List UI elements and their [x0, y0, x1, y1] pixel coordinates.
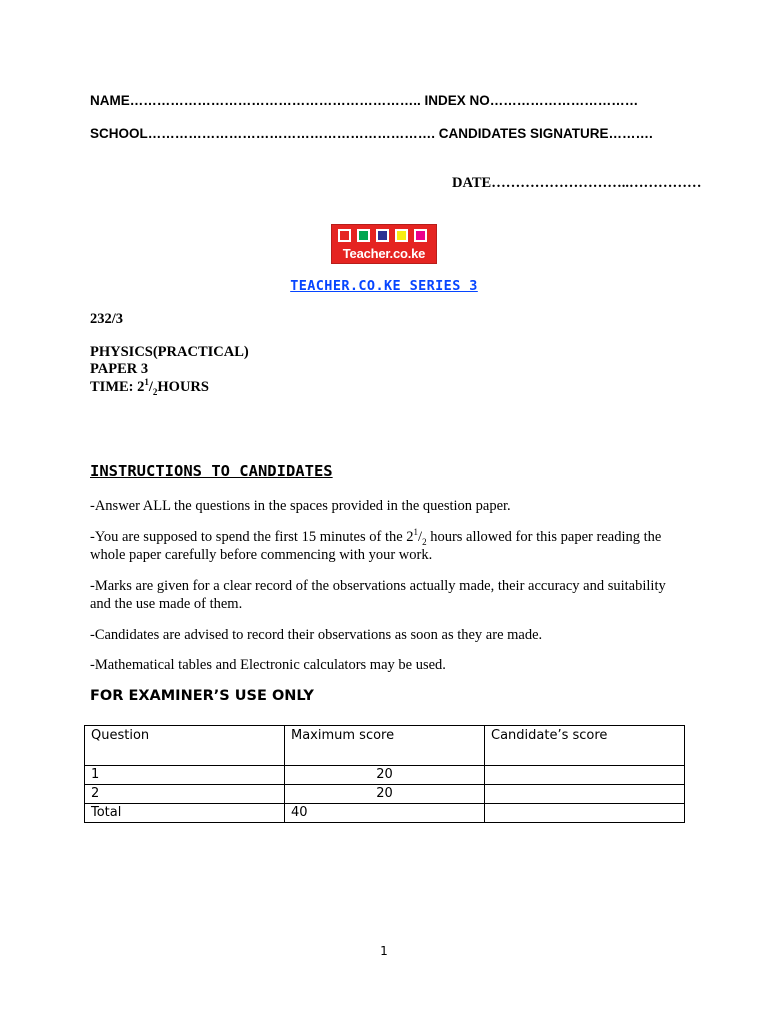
instruction-2-suffix: hours allowed for this paper reading the whole paper carefully before commencing with your work. — [90, 529, 662, 563]
max-score-cell: 20 — [285, 766, 485, 785]
time-slash: / — [148, 379, 153, 395]
column-header-maximum-score: Maximum score — [285, 726, 485, 766]
score-table — [84, 725, 685, 823]
school-signature-line: SCHOOL………………………………………………………. CANDIDATES SIGNATURE………. — [90, 126, 653, 141]
logo-tile — [376, 229, 389, 242]
time-sup: 1 — [144, 377, 149, 388]
table-row — [85, 766, 685, 785]
time-suffix: HOURS — [157, 379, 209, 395]
logo-tiles — [336, 228, 434, 245]
instruction-2-sub: 2 — [422, 536, 427, 547]
instruction-2-prefix: -You are supposed to spend the first 15 minutes of the 2 — [90, 529, 414, 545]
table-row — [85, 785, 685, 804]
candidate-score-cell[interactable] — [485, 785, 685, 804]
time-prefix: TIME: 2 — [90, 379, 145, 395]
instructions-heading: INSTRUCTIONS TO CANDIDATES — [90, 462, 333, 480]
paper-subject: PHYSICS(PRACTICAL) — [90, 344, 249, 360]
logo-tile — [357, 229, 370, 242]
logo-tile — [395, 229, 408, 242]
instruction-3: -Marks are given for a clear record of the observations actually made, their accuracy and suitability and the use made of them. — [90, 578, 666, 612]
max-score-cell: 40 — [285, 804, 485, 823]
question-cell: 2 — [85, 785, 285, 804]
instruction-1: -Answer ALL the questions in the spaces provided in the question paper. — [90, 498, 511, 514]
date-line: DATE………………………..…………… — [452, 175, 702, 191]
question-cell: 1 — [85, 766, 285, 785]
candidate-score-cell[interactable] — [485, 766, 685, 785]
question-cell: Total — [85, 804, 285, 823]
logo-tile — [414, 229, 427, 242]
instruction-5: -Mathematical tables and Electronic calculators may be used. — [90, 657, 446, 673]
teacher-co-ke-logo — [331, 224, 437, 264]
candidate-score-cell[interactable] — [485, 804, 685, 823]
logo-wordmark: Teacher.co.ke — [342, 246, 426, 261]
page-number: 1 — [380, 944, 388, 958]
logo-tile — [338, 229, 351, 242]
paper-number: PAPER 3 — [90, 361, 149, 377]
table-row — [85, 804, 685, 823]
series-link[interactable]: TEACHER.CO.KE SERIES 3 — [290, 278, 478, 294]
column-header-candidate-score: Candidate’s score — [485, 726, 685, 766]
instruction-2 — [90, 528, 690, 564]
instruction-4: -Candidates are advised to record their observations as soon as they are made. — [90, 627, 543, 643]
examiner-heading: FOR EXAMINER’S USE ONLY — [90, 688, 314, 704]
paper-code: 232/3 — [90, 311, 124, 327]
max-score-cell: 20 — [285, 785, 485, 804]
score-table-header — [85, 726, 685, 766]
paper-time — [90, 379, 209, 396]
instruction-2-sup: 1 — [413, 527, 419, 538]
instruction-2-slash: / — [418, 529, 423, 545]
name-index-line: NAME……………………………………………………….. INDEX NO…………………………… — [90, 93, 639, 108]
time-sub: 2 — [152, 386, 158, 397]
column-header-question: Question — [85, 726, 285, 766]
